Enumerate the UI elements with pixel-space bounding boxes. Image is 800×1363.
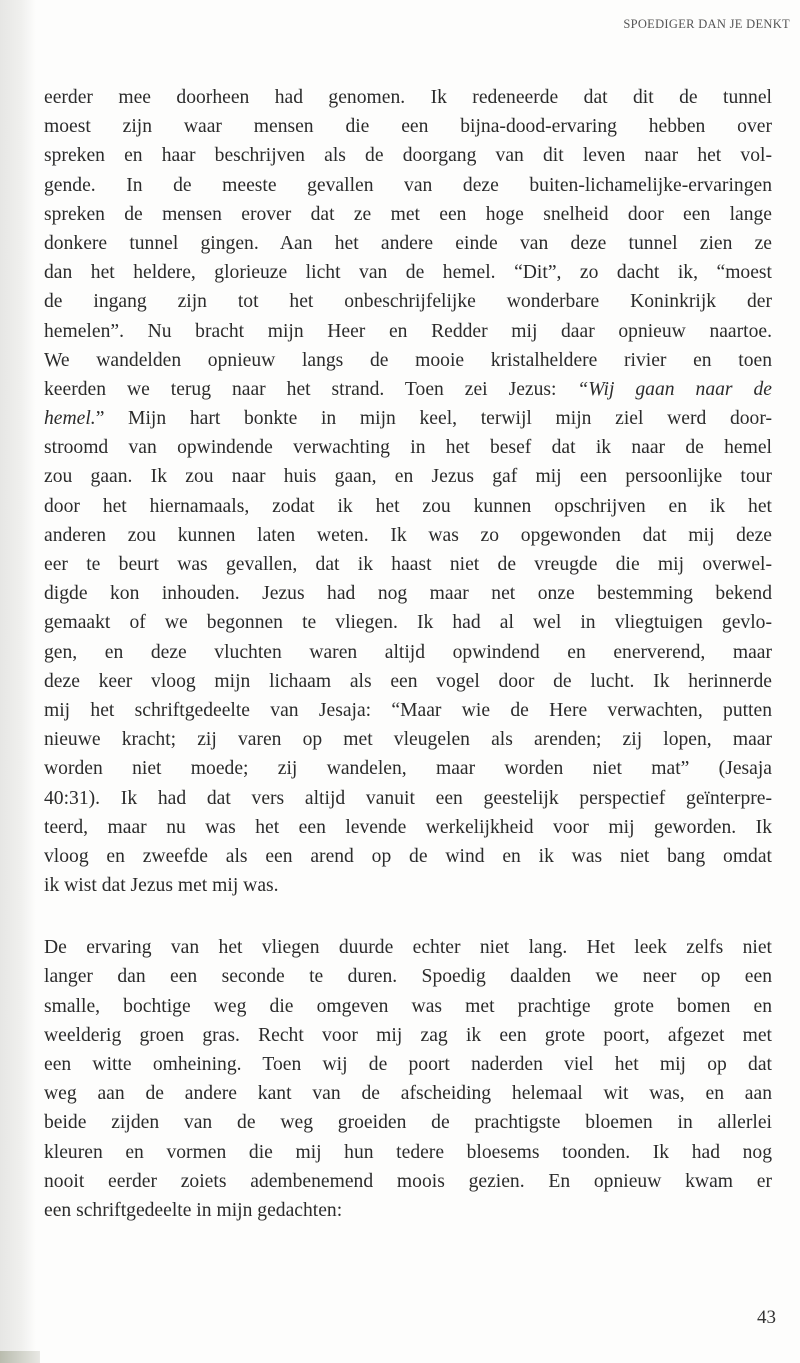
- text-line: donkere tunnel gingen. Aan het andere einde van deze tunnel zien ze: [44, 232, 772, 254]
- text-line: spreken en haar beschrijven als de doorgang van dit leven naar het vol-: [44, 145, 772, 167]
- text-line: ik wist dat Jezus met mij was.: [44, 875, 279, 897]
- text-line: dan het heldere, glorieuze licht van de hemel. “Dit”, zo dacht ik, “moest: [44, 262, 772, 284]
- text-line-mixed: [44, 375, 772, 404]
- text-segment: keerden we terug naar het strand. Toen zei Jezus:: [44, 378, 578, 400]
- text-line: nooit eerder zoiets adembenemend moois gezien. En opnieuw kwam er: [44, 1170, 772, 1192]
- text-line: moest zijn waar mensen die een bijna-dood-ervaring hebben over: [44, 116, 772, 138]
- page-number: 43: [757, 1307, 776, 1328]
- text-line: De ervaring van het vliegen duurde echter niet lang. Het leek zelfs niet: [44, 937, 772, 959]
- text-line: digde kon inhouden. Jezus had nog maar net onze bestemming bekend: [44, 583, 772, 605]
- text-line: smalle, bochtige weg die omgeven was met prachtige grote bomen en: [44, 995, 772, 1017]
- text-line: nieuwe kracht; zij varen op met vleugelen als arenden; zij lopen, maar: [44, 729, 772, 751]
- italic-quote: “Wij gaan naar de: [577, 378, 772, 400]
- paragraph-gap: [44, 900, 772, 933]
- text-segment: ” Mijn hart bonkte in mijn keel, terwijl mijn ziel werd door-: [95, 408, 772, 430]
- text-line: weelderig groen gras. Recht voor mij zag ik een grote poort, afgezet met: [44, 1024, 772, 1046]
- text-line: een schriftgedeelte in mijn gedachten:: [44, 1199, 343, 1221]
- text-line: weg aan de andere kant van de afscheiding helemaal wit was, en aan: [44, 1083, 772, 1105]
- text-line: zou gaan. Ik zou naar huis gaan, en Jezus gaf mij een persoonlijke tour: [44, 466, 772, 488]
- running-head: SPOEDIGER DAN JE DENKT: [623, 17, 790, 31]
- paragraph-1: [44, 83, 772, 900]
- text-line: hemelen”. Nu bracht mijn Heer en Redder mij daar opnieuw naartoe.: [44, 320, 772, 342]
- text-line: 40:31). Ik had dat vers altijd vanuit een geestelijk perspectief geïnterpre-: [44, 787, 772, 809]
- text-line: deze keer vloog mijn lichaam als een vogel door de lucht. Ik herinnerde: [44, 670, 772, 692]
- text-line: worden niet moede; zij wandelen, maar worden niet mat” (Jesaja: [44, 758, 772, 780]
- text-line: een witte omheining. Toen wij de poort naderden viel het mij op dat: [44, 1054, 772, 1075]
- text-line: de ingang zijn tot het onbeschrijfelijke wonderbare Koninkrijk der: [44, 291, 772, 313]
- text-line: spreken de mensen erover dat ze met een hoge snelheid door een lange: [44, 203, 772, 225]
- text-line: stroomd van opwindende verwachting in het besef dat ik naar de hemel: [44, 437, 772, 459]
- text-line: gen, en deze vluchten waren altijd opwindend en enerverend, maar: [44, 641, 772, 663]
- page-edge: [0, 1351, 40, 1363]
- page-gutter-shadow: [0, 0, 36, 1363]
- text-line: eer te beurt was gevallen, dat ik haast niet de vreugde die mij overwel-: [44, 554, 772, 575]
- text-line: teerd, maar nu was het een levende werkelijkheid voor mij geworden. Ik: [44, 816, 772, 838]
- text-line: vloog en zweefde als een arend op de wind en ik was niet bang omdat: [44, 845, 772, 867]
- text-line: mij het schriftgedeelte van Jesaja: “Maar wie de Here verwachten, putten: [44, 699, 772, 721]
- text-line: kleuren en vormen die mij hun tedere bloesems toonden. Ik had nog: [44, 1141, 772, 1163]
- body-text: [44, 83, 772, 1225]
- text-line: gemaakt of we begonnen te vliegen. Ik had al wel in vliegtuigen gevlo-: [44, 612, 772, 634]
- text-line: langer dan een seconde te duren. Spoedig daalden we neer op een: [44, 966, 772, 988]
- text-line: anderen zou kunnen laten weten. Ik was zo opgewonden dat mij deze: [44, 524, 772, 546]
- text-line: eerder mee doorheen had genomen. Ik redeneerde dat dit de tunnel: [44, 87, 772, 108]
- text-line: gende. In de meeste gevallen van deze buiten-lichamelijke-ervaringen: [44, 174, 772, 196]
- text-line: beide zijden van de weg groeiden de prachtigste bloemen in allerlei: [44, 1112, 772, 1134]
- text-line: We wandelden opnieuw langs de mooie kristalheldere rivier en toen: [44, 349, 772, 371]
- paragraph-2: [44, 933, 772, 1225]
- italic-quote: hemel.: [44, 408, 96, 430]
- text-line-mixed: [44, 404, 772, 433]
- text-line: door het hiernamaals, zodat ik het zou kunnen opschrijven en ik het: [44, 495, 772, 517]
